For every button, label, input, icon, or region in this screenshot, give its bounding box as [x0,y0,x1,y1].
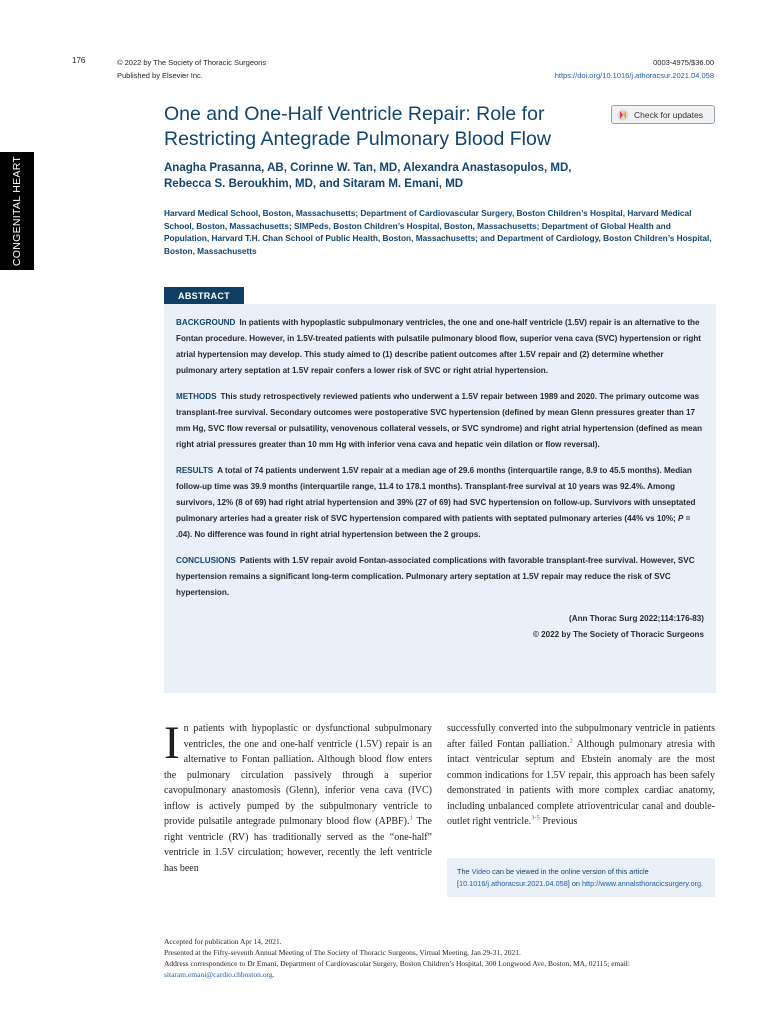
abstract-methods-label: METHODS [176,392,217,401]
video-link[interactable]: Video [471,867,491,876]
body-right-text-end: Previous [539,816,578,827]
drop-cap: I [164,717,180,769]
header-issn: 0003-4975/$36.00 [653,58,714,67]
abstract-conclusions-text: Patients with 1.5V repair avoid Fontan-associated complications with favorable transplant-free survival. However, SVC hypertension remains a significant long-term complication. Pulmonary artery septation at 1.5V repair may reduce the risk of SVC hypertension. [176,556,695,597]
abstract-citation: (Ann Thorac Surg 2022;114:176-83) [569,614,704,623]
abstract-methods-text: This study retrospectively reviewed patients who underwent a 1.5V repair between 1989 and 2020. The primary outcome was transplant-free survival. Secondary outcomes were postoperative SVC hypertension (defined by mean Glenn pressures greater than 17 mm Hg, SVC flow reversal or pulsatility, venovenous collateral vessels, or SVC syndrome) and right atrial hypertension (defined as mean right atrial pressures greater than 10 mm Hg with inferior vena cava and hepatic vein dilation or flow reversal). [176,392,703,449]
footnote-presented: Presented at the Fifty-seventh Annual Meeting of The Society of Thoracic Surgeons, Virtual Meeting, Jan 29-31, 2021. [164,948,521,957]
header-publisher: Published by Elsevier Inc. [117,71,203,80]
abstract-copyright: © 2022 by The Society of Thoracic Surgeons [532,630,704,639]
video-notice-text-4: . [701,879,704,888]
video-notice-text-2: can be viewed in the online version of this article [ [457,867,649,888]
abstract-box [164,304,716,693]
video-notice-text-1: The [457,867,472,876]
reference-link-2[interactable]: 2 [569,737,573,745]
page-number: 176 [72,56,86,65]
header-doi-link[interactable]: https://doi.org/10.1016/j.athoracsur.2021.04.058 [554,71,714,80]
author-list-line-2: Rebecca S. Beroukhim, MD, and Sitaram M. Emani, MD [164,178,464,190]
body-left-text: n patients with hypoplastic or dysfunctional subpulmonary ventricles, the one and one-half ventricle (1.5V) repair is an alternative to Fontan palliation. Although blood flow enters the pulmonary circulation passively through a superior cavopulmonary anastomosis (Glenn), inferior vena cava (IVC) inflow is actively pumped by the subpulmonary ventricle to provide pulsatile antegrade pulmonary blood flow (APBF). [164,723,432,827]
body-left-text-continued: The right ventricle (RV) has traditionally served as the “one-half” ventricle in 1.5V circulation; however, recently the left ventricle has been [164,816,432,874]
abstract-background-label: BACKGROUND [176,318,236,327]
affiliations: Harvard Medical School, Boston, Massachusetts; Department of Cardiovascular Surgery, Boston Children’s Hospital, Harvard Medical School, Boston, Massachusetts; SIMPeds, Boston Children’s Hospital, Boston, Massachusetts; Department of Global Health and Population, Harvard T.H. Chan School of Public Health, Boston, Massachusetts; and Department of Cardiology, Boston Children’s Hospital, Boston, Massachusetts [164,208,712,256]
video-notice-text-3: ] on [567,879,582,888]
article-title-line-1: One and One-Half Ventricle Repair: Role for [164,103,545,125]
correspondence-email-link[interactable]: sitaram.emani@cardio.chboston.org [164,970,273,979]
article-title [164,102,614,152]
article-title-line-2: Restricting Antegrade Pulmonary Blood Flow [164,128,551,150]
footnote-address-text: Address correspondence to Dr Emani, Department of Cardiovascular Surgery, Boston Children’s Hospital, 300 Longwood Ave, Boston, MA, 02115; email: [164,959,630,968]
reference-link-3-5[interactable]: 3-5 [531,814,540,822]
video-notice-box [447,858,715,897]
abstract-methods [176,389,704,453]
check-for-updates-button[interactable] [611,105,715,124]
video-doi-link[interactable]: 10.1016/j.athoracsur.2021.04.058 [459,879,568,888]
body-right-text: successfully converted into the subpulmonary ventricle in patients after failed Fontan palliation. [447,723,715,750]
journal-header-right [555,56,714,82]
article-footnotes [164,936,716,980]
abstract-conclusions [176,553,704,601]
abstract-conclusions-label: CONCLUSIONS [176,556,236,565]
author-list-line-1: Anagha Prasanna, AB, Corinne W. Tan, MD, Alexandra Anastasopulos, MD, [164,162,572,174]
footnote-address [164,958,716,980]
footnote-address-end: . [272,970,275,979]
abstract-background-text: In patients with hypoplastic subpulmonary ventricles, the one and one-half ventricle (1.5V) repair is an alternative to the Fontan procedure. However, in 1.5V-treated patients with pulsatile pulmonary blood flow, superior vena cava (SVC) hypertension or right atrial hypertension may develop. This study aimed to (1) describe patient outcomes after 1.5V repair and (2) determine whether pulmonary artery septation at 1.5V repair confers a lower risk of SVC or right atrial hypertension. [176,318,701,375]
section-side-tab-label: CONGENITAL HEART [11,155,23,267]
footnote-accepted: Accepted for publication Apr 14, 2021. [164,937,282,946]
abstract-results-p-symbol: P [677,514,684,523]
journal-site-link[interactable]: http://www.annalsthoracicsurgery.org [581,879,702,888]
abstract-results-text: A total of 74 patients underwent 1.5V repair at a median age of 29.6 months (interquartile range, 8.9 to 45.5 months). Median follow-up time was 39.9 months (interquartile range, 11.4 to 178.1 months). Transplant-free survival at 10 years was 92.4%. Among survivors, 12% (8 of 69) had right atrial hypertension and 39% (27 of 69) had SVC hypertension on follow-up. Survivors with unseptated pulmonary arteries had a greater risk of SVC hypertension compared with patients with septated pulmonary arteries (44% vs 10%; [176,466,696,523]
abstract-background [176,315,704,379]
abstract-results-label: RESULTS [176,466,214,475]
journal-header-left [117,56,266,82]
body-column-right [447,721,715,830]
check-for-updates-label: Check for updates [634,109,703,120]
author-list [164,160,684,192]
abstract-results-text-end: = .04). No difference was found in right atrial hypertension between the 2 groups. [176,514,691,539]
abstract-label: ABSTRACT [164,287,244,304]
body-right-text-continued: Although pulmonary atresia with intact ventricular septum and Ebstein anomaly are the most common indications for 1.5V repair, this approach has been safely demonstrated in patients with more complex cardiac anatomy, including unbalanced complete atrioventricular canal and double-outlet right ventricle. [447,738,715,827]
reference-link-1[interactable]: 1 [409,814,413,822]
section-side-tab [0,152,34,270]
body-column-left [164,717,432,876]
header-copyright: © 2022 by The Society of Thoracic Surgeons [117,58,267,67]
abstract-results [176,463,704,543]
crossmark-icon [617,109,629,121]
